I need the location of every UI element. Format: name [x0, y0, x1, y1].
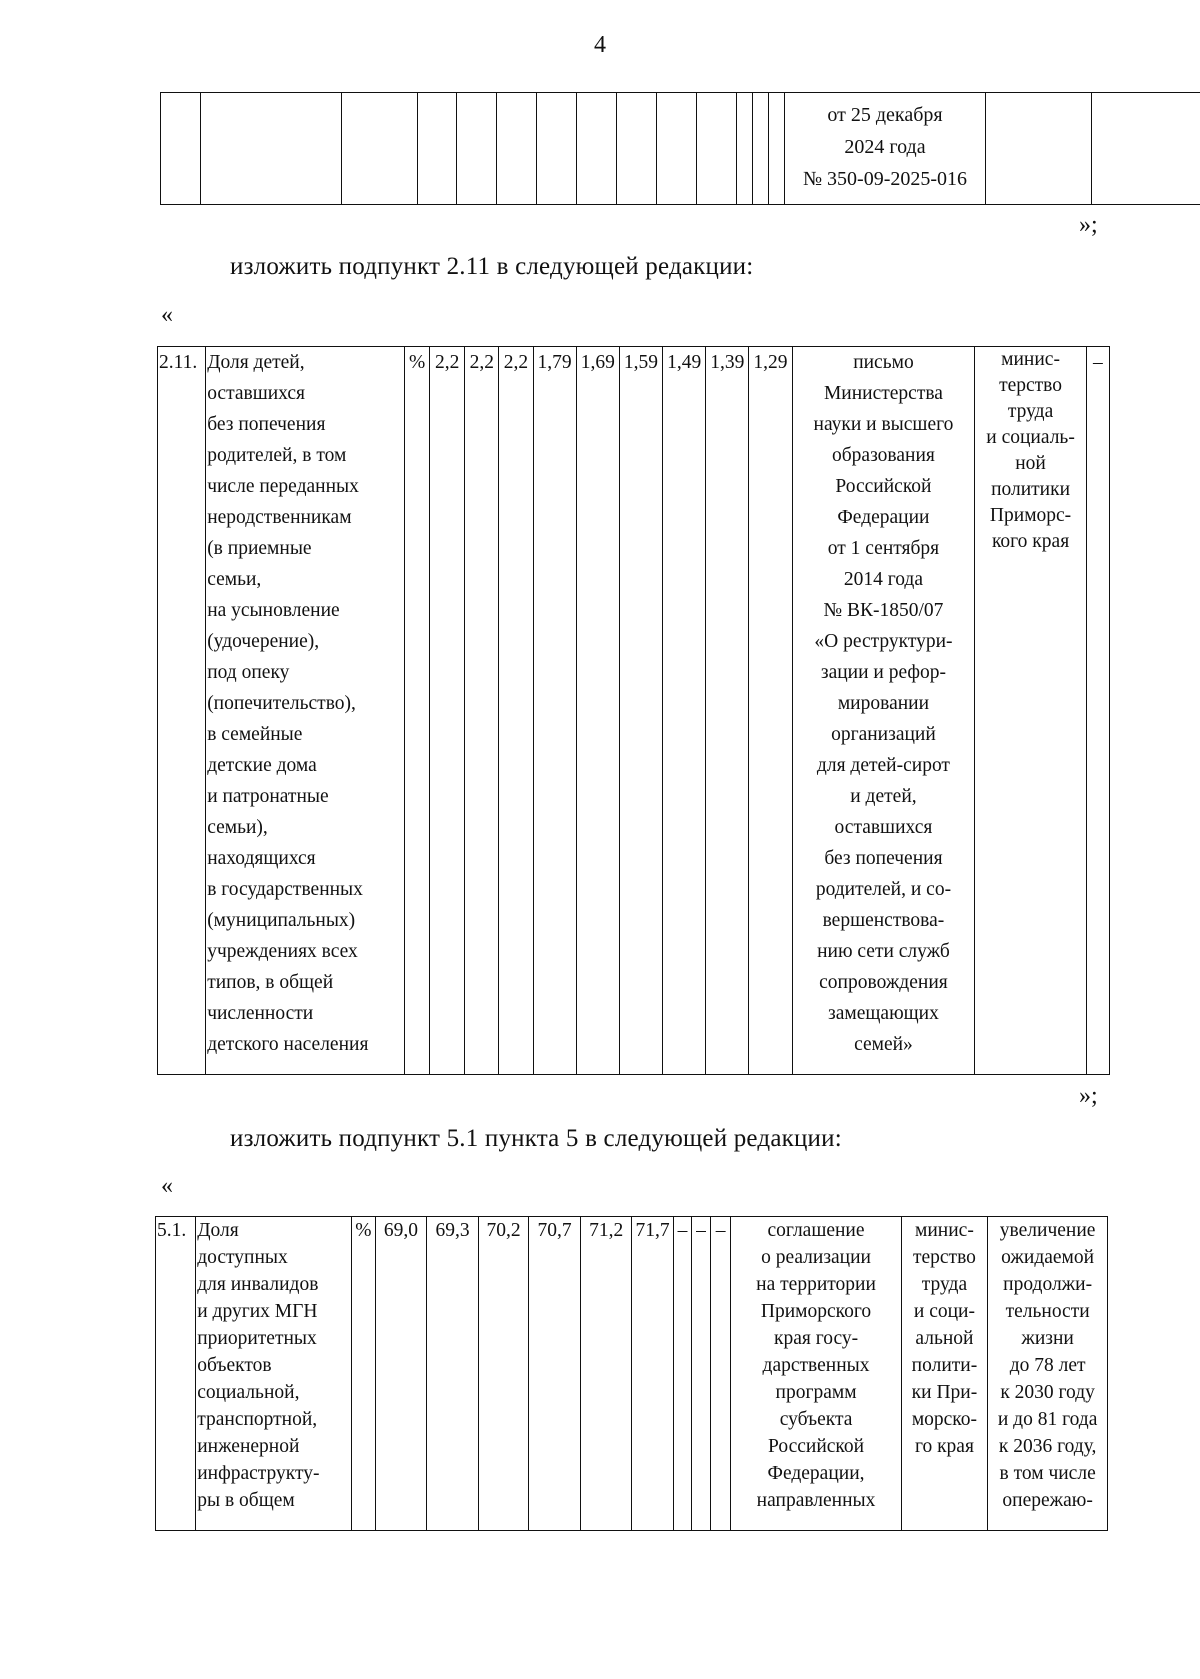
value-cell: 2,2 [430, 347, 465, 1075]
table-cell [657, 93, 697, 205]
unit-cell: % [351, 1217, 375, 1531]
table-cell [617, 93, 657, 205]
value-cell: 69,3 [427, 1217, 479, 1531]
table-cell [986, 93, 1092, 205]
table-cell [769, 93, 785, 205]
value-cell: 2,2 [465, 347, 499, 1075]
item-number: 5.1. [156, 1217, 196, 1531]
value-cell: 71,2 [580, 1217, 632, 1531]
table-cell [1092, 93, 1200, 205]
value-cell: – [673, 1217, 692, 1531]
opening-quote-2: « [161, 1173, 173, 1199]
value-cell: 1,59 [619, 347, 662, 1075]
agreement-date-cell: от 25 декабря 2024 года № 350-09-2025-016 [785, 93, 986, 205]
opening-quote-1: « [161, 302, 173, 328]
table-cell [737, 93, 753, 205]
table-cell [697, 93, 737, 205]
unit-cell: % [405, 347, 430, 1075]
closing-quote-1: »; [1079, 212, 1098, 238]
value-cell: 2,2 [499, 347, 533, 1075]
table-cell [497, 93, 537, 205]
instruction-text-2-11: изложить подпункт 2.11 в следующей редакции: [230, 253, 754, 280]
table-cell [577, 93, 617, 205]
table-cell [457, 93, 497, 205]
value-cell: 1,79 [533, 347, 576, 1075]
value-cell: 71,7 [632, 1217, 673, 1531]
table-cell [342, 93, 418, 205]
instruction-text-5-1: изложить подпункт 5.1 пункта 5 в следующей редакции: [230, 1125, 842, 1152]
goal-cell: – [1086, 347, 1109, 1075]
value-cell: 1,69 [576, 347, 619, 1075]
value-cell: 70,2 [478, 1217, 529, 1531]
table-row [156, 1217, 1108, 1531]
table-cell [161, 93, 201, 205]
responsible-body-cell: минис- терство труда и соци- альной полити- ки При- морско- го края [901, 1217, 988, 1531]
value-cell: – [692, 1217, 711, 1531]
table-row [158, 347, 1110, 1075]
value-cell: 1,39 [706, 347, 749, 1075]
source-document-cell: соглашение о реализации на территории Приморского края госу- дарственных программ субъекта Российской Федерации, направленных [731, 1217, 901, 1531]
table-cell [753, 93, 769, 205]
value-cell: 69,0 [375, 1217, 427, 1531]
table-cell [537, 93, 577, 205]
closing-quote-2: »; [1079, 1083, 1098, 1109]
indicator-name: Доля детей, оставшихся без попечения родителей, в том числе переданных неродственникам (в приемные семьи, на усыновление (удочерение), под опеку (попечительство), в семейные детские дома и патронатные семьи), находящихся в государственных (муниципальных) учреждениях всех типов, в общей численности детского населения [206, 347, 405, 1075]
goal-cell: увеличение ожидаемой продолжи- тельности жизни до 78 лет к 2030 году и до 81 года к 2036 году, в том числе опережаю- [988, 1217, 1108, 1531]
page-number: 4 [594, 32, 606, 58]
table-row-5-1 [155, 1216, 1108, 1531]
item-number: 2.11. [158, 347, 206, 1075]
responsible-body-cell: минис- терство труда и социаль- ной политики Приморс- кого края [975, 347, 1086, 1075]
value-cell: 1,29 [749, 347, 792, 1075]
table-cell [201, 93, 342, 205]
source-document-cell: письмо Министерства науки и высшего образования Российской Федерации от 1 сентября 2014 года № ВК-1850/07 «О реструктури- зации и рефор- мировании организаций для детей-сирот и детей, оставшихся без попечения родителей, и со- вершенствова- нию сети служб сопровождения замещающих семей» [792, 347, 975, 1075]
value-cell: – [710, 1217, 731, 1531]
value-cell: 70,7 [529, 1217, 581, 1531]
value-cell: 1,49 [663, 347, 706, 1075]
table-fragment-top [160, 92, 1200, 205]
indicator-name: Доля доступных для инвалидов и других МГН приоритетных объектов социальной, транспортной, инженерной инфраструкту- ры в общем [196, 1217, 352, 1531]
table-row [161, 93, 1200, 205]
table-row-2-11 [157, 346, 1110, 1075]
table-cell [418, 93, 457, 205]
